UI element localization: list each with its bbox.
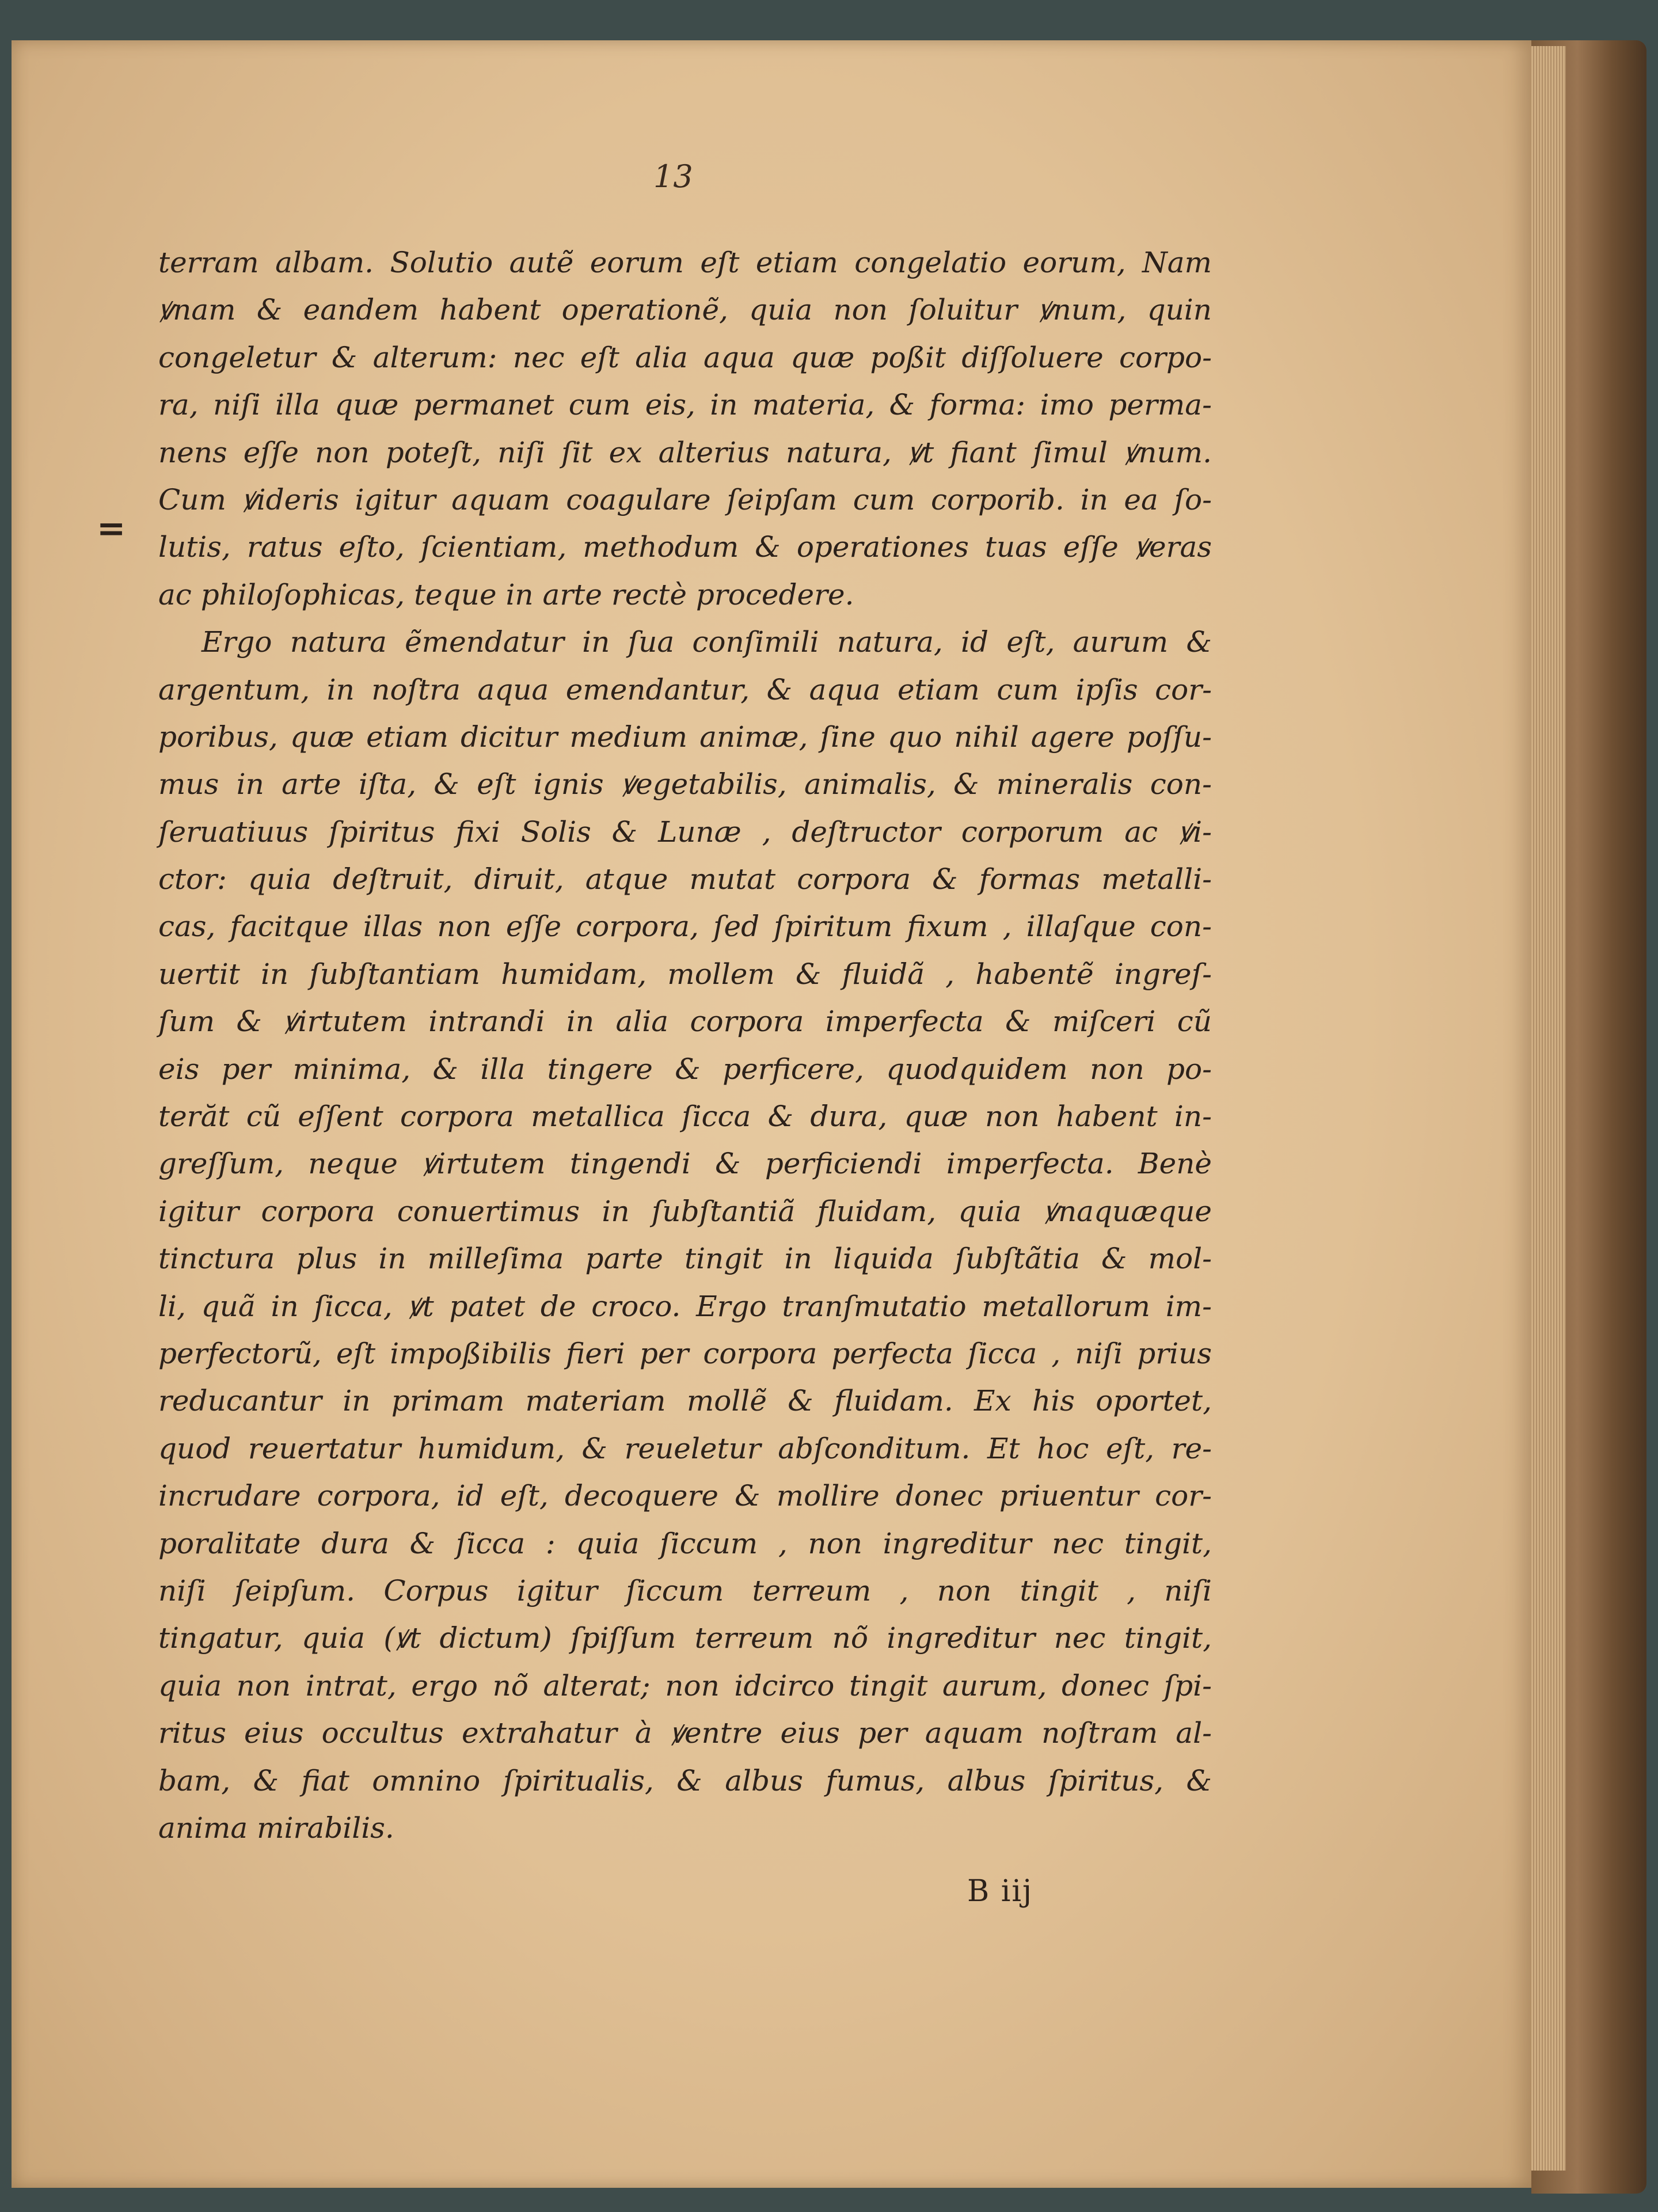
text-line: lutis, ratus eſto, ſcientiam, methodum & operationes tuas eſſe ꝟeras bbox=[158, 530, 1212, 564]
text-line: tinctura plus in milleſima parte tingit in liquida ſubſtãtia & mol- bbox=[158, 1242, 1212, 1276]
signature-mark: B iij bbox=[967, 1874, 1033, 1909]
text-line: reducantur in primam materiam mollẽ & fluidam. Ex his oportet, bbox=[158, 1384, 1212, 1418]
text-line: quod reuertatur humidum, & reueletur abſconditum. Et hoc eſt, re- bbox=[158, 1431, 1212, 1465]
text-line: uertit in ſubſtantiam humidam, mollem & fluidã , habentẽ ingreſ- bbox=[158, 957, 1212, 991]
text-line: mus in arte iſta, & eſt ignis ꝟegetabilis, animalis, & mineralis con- bbox=[158, 767, 1212, 801]
text-line: greſſum, neque ꝟirtutem tingendi & perficiendi imperfecta. Benè bbox=[158, 1147, 1212, 1181]
text-line: igitur corpora conuertimus in ſubſtantiã fluidam, quia ꝟnaquæque bbox=[158, 1194, 1212, 1228]
text-line: li, quã in ſicca, ꝟt patet de croco. Ergo tranſmutatio metallorum im- bbox=[158, 1289, 1212, 1323]
text-line: bam, & fiat omnino ſpiritualis, & albus fumus, albus ſpiritus, & bbox=[158, 1763, 1212, 1797]
text-line: ritus eius occultus extrahatur à ꝟentre eius per aquam noſtram al- bbox=[158, 1716, 1212, 1750]
text-line: terăt cũ eſſent corpora metallica ſicca & dura, quæ non habent in- bbox=[158, 1100, 1212, 1134]
margin-mark: = bbox=[97, 508, 124, 549]
text-line: incrudare corpora, id eſt, decoquere & mollire donec priuentur cor- bbox=[158, 1479, 1212, 1513]
text-line: ſum & ꝟirtutem intrandi in alia corpora imperfecta & miſceri cũ bbox=[158, 1005, 1212, 1039]
text-line: tingatur, quia (ꝟt dictum) ſpiſſum terreum nõ ingreditur nec tingit, bbox=[158, 1621, 1212, 1655]
text-line: Cum ꝟideris igitur aquam coagulare ſeipſam cum corporib. in ea ſo- bbox=[158, 482, 1212, 516]
text-line: eis per minima, & illa tingere & perficere, quodquidem non po- bbox=[158, 1052, 1212, 1086]
page-number: 13 bbox=[653, 158, 693, 195]
text-line: niſi ſeipſum. Corpus igitur ſiccum terreum , non tingit , niſi bbox=[158, 1574, 1212, 1607]
text-line: nens eſſe non poteſt, niſi ſit ex alterius natura, ꝟt fiant ſimul ꝟnum. bbox=[158, 435, 1212, 469]
text-line: perfectorũ, eſt impoßibilis fieri per corpora perfecta ſicca , niſi prius bbox=[158, 1336, 1212, 1370]
text-line: ctor: quia deſtruit, diruit, atque mutat corpora & formas metalli- bbox=[158, 862, 1212, 896]
text-line: terram albam. Solutio autẽ eorum eſt etiam congelatio eorum, Nam bbox=[158, 246, 1212, 279]
text-line: ſeruatiuus ſpiritus fixi Solis & Lunæ , deſtructor corporum ac ꝟi- bbox=[158, 815, 1212, 849]
text-line: poribus, quæ etiam dicitur medium animæ, ſine quo nihil agere poſſu- bbox=[158, 720, 1212, 754]
text-line: poralitate dura & ſicca : quia ſiccum , non ingreditur nec tingit, bbox=[158, 1526, 1212, 1560]
text-line: ac philoſophicas, teque in arte rectè procedere. bbox=[158, 577, 854, 611]
book-page bbox=[12, 40, 1531, 2188]
text-block bbox=[158, 239, 1212, 1852]
text-line: congeletur & alterum: nec eſt alia aqua quæ poßit diſſoluere corpo- bbox=[158, 340, 1212, 374]
text-line: anima mirabilis. bbox=[158, 1811, 394, 1845]
text-line: quia non intrat, ergo nõ alterat; non idcirco tingit aurum, donec ſpi- bbox=[158, 1668, 1212, 1702]
text-line: ra, niſi illa quæ permanet cum eis, in materia, & forma: imo perma- bbox=[158, 388, 1212, 422]
text-line: cas, facitque illas non eſſe corpora, ſed ſpiritum fixum , illaſque con- bbox=[158, 910, 1212, 944]
text-line: ꝟnam & eandem habent operationẽ, quia non ſoluitur ꝟnum, quin bbox=[158, 293, 1212, 327]
text-line: argentum, in noſtra aqua emendantur, & aqua etiam cum ipſis cor- bbox=[158, 672, 1212, 706]
text-line: Ergo natura ẽmendatur in ſua conſimili natura, id eſt, aurum & bbox=[201, 625, 1212, 659]
